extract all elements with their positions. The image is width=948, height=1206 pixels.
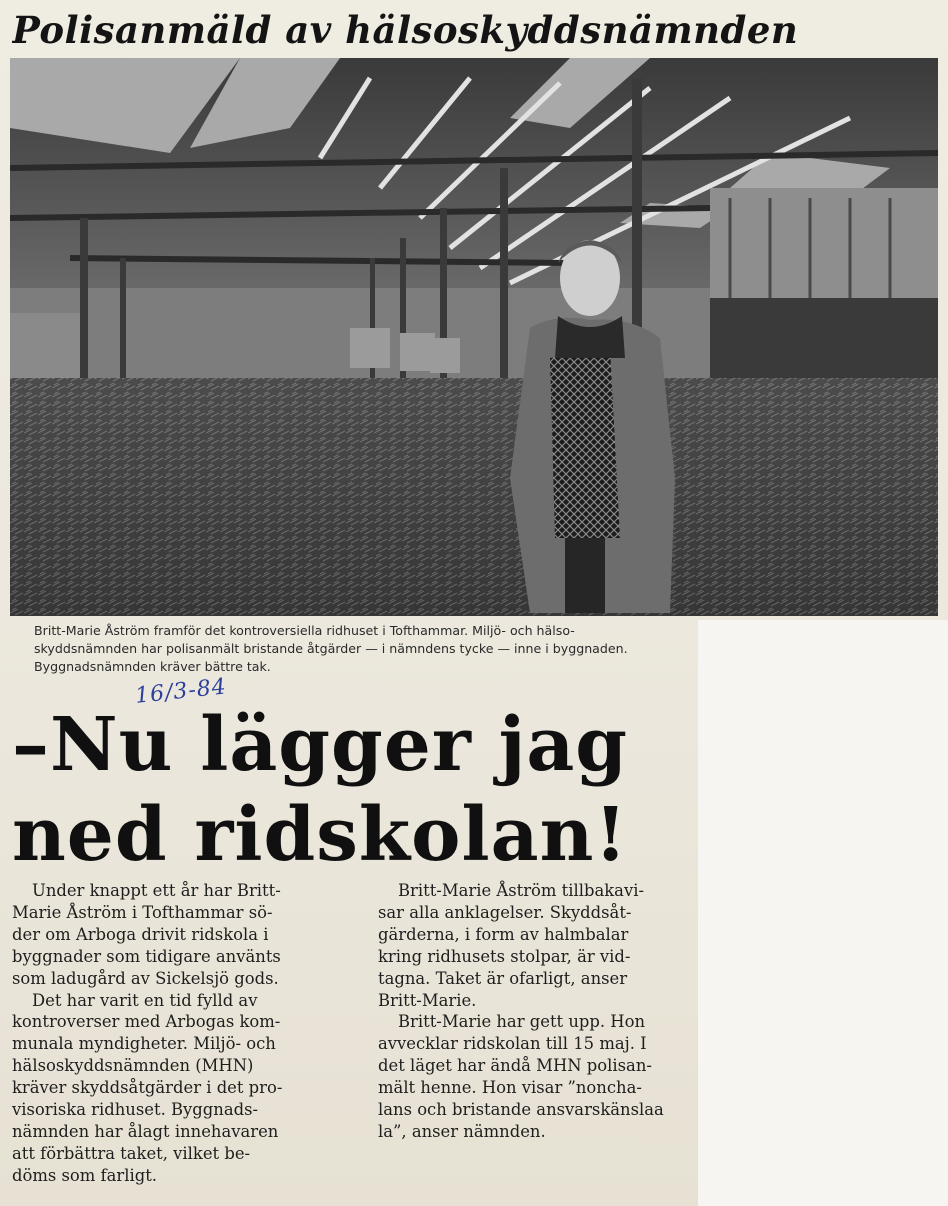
main-headline bbox=[12, 700, 692, 880]
photo-caption bbox=[34, 622, 674, 676]
caption-line: Britt-Marie Åström framför det kontroversiella ridhuset i Tofthammar. Miljö- och hälso- bbox=[34, 623, 575, 638]
body-line: byggnader som tidigare använts bbox=[12, 946, 281, 966]
body-line: nämnden har ålagt innehavaren bbox=[12, 1121, 279, 1141]
headline-line: ned ridskolan! bbox=[12, 792, 628, 878]
body-line: hälsoskyddsnämnden (MHN) bbox=[12, 1056, 254, 1076]
headline-line: –Nu lägger jag bbox=[12, 702, 629, 788]
body-line: som ladugård av Sickelsjö gods. bbox=[12, 968, 279, 988]
paper-margin bbox=[698, 620, 948, 1206]
kicker-headline: Polisanmäld av hälsoskyddsnämnden bbox=[12, 8, 799, 52]
body-line: tagna. Taket är ofarligt, anser bbox=[378, 968, 628, 988]
body-line: Det har varit en tid fylld av bbox=[32, 990, 258, 1010]
body-line: Britt-Marie Åström tillbakavi- bbox=[398, 881, 644, 900]
body-line: kring ridhusets stolpar, är vid- bbox=[378, 946, 631, 966]
body-line: döms som farligt. bbox=[12, 1165, 158, 1185]
body-line: kräver skyddsåtgärder i det pro- bbox=[12, 1078, 283, 1098]
caption-line: Byggnadsnämnden kräver bättre tak. bbox=[34, 659, 271, 674]
body-line: gärderna, i form av halmbalar bbox=[378, 924, 629, 944]
body-line: visoriska ridhuset. Byggnads- bbox=[12, 1100, 259, 1120]
article-column-1 bbox=[12, 880, 330, 1187]
body-line: Under knappt ett år har Britt- bbox=[32, 881, 281, 900]
body-line: lans och bristande ansvarskänslaa bbox=[378, 1100, 664, 1120]
body-line: avvecklar ridskolan till 15 maj. I bbox=[378, 1034, 647, 1054]
body-line: sar alla anklagelser. Skyddsåt- bbox=[378, 902, 632, 922]
body-line: munala myndigheter. Miljö- och bbox=[12, 1034, 276, 1054]
body-line: att förbättra taket, vilket be- bbox=[12, 1143, 251, 1163]
body-line: mält henne. Hon visar ”noncha- bbox=[378, 1078, 642, 1098]
body-line: Marie Åström i Tofthammar sö- bbox=[12, 902, 273, 922]
handwritten-date: 16/3-84 bbox=[134, 674, 228, 709]
body-line: Britt-Marie har gett upp. Hon bbox=[398, 1012, 646, 1032]
article-column-2 bbox=[378, 880, 696, 1143]
body-line: det läget har ändå MHN polisan- bbox=[378, 1056, 652, 1076]
article-photo bbox=[10, 58, 938, 616]
body-line: der om Arboga drivit ridskola i bbox=[12, 924, 269, 944]
body-line: Britt-Marie. bbox=[378, 990, 477, 1010]
caption-line: skyddsnämnden har polisanmält bristande åtgärder — i nämndens tycke — inne i byggnaden. bbox=[34, 641, 628, 656]
body-line: kontroverser med Arbogas kom- bbox=[12, 1012, 281, 1032]
body-line: la”, anser nämnden. bbox=[378, 1121, 546, 1141]
